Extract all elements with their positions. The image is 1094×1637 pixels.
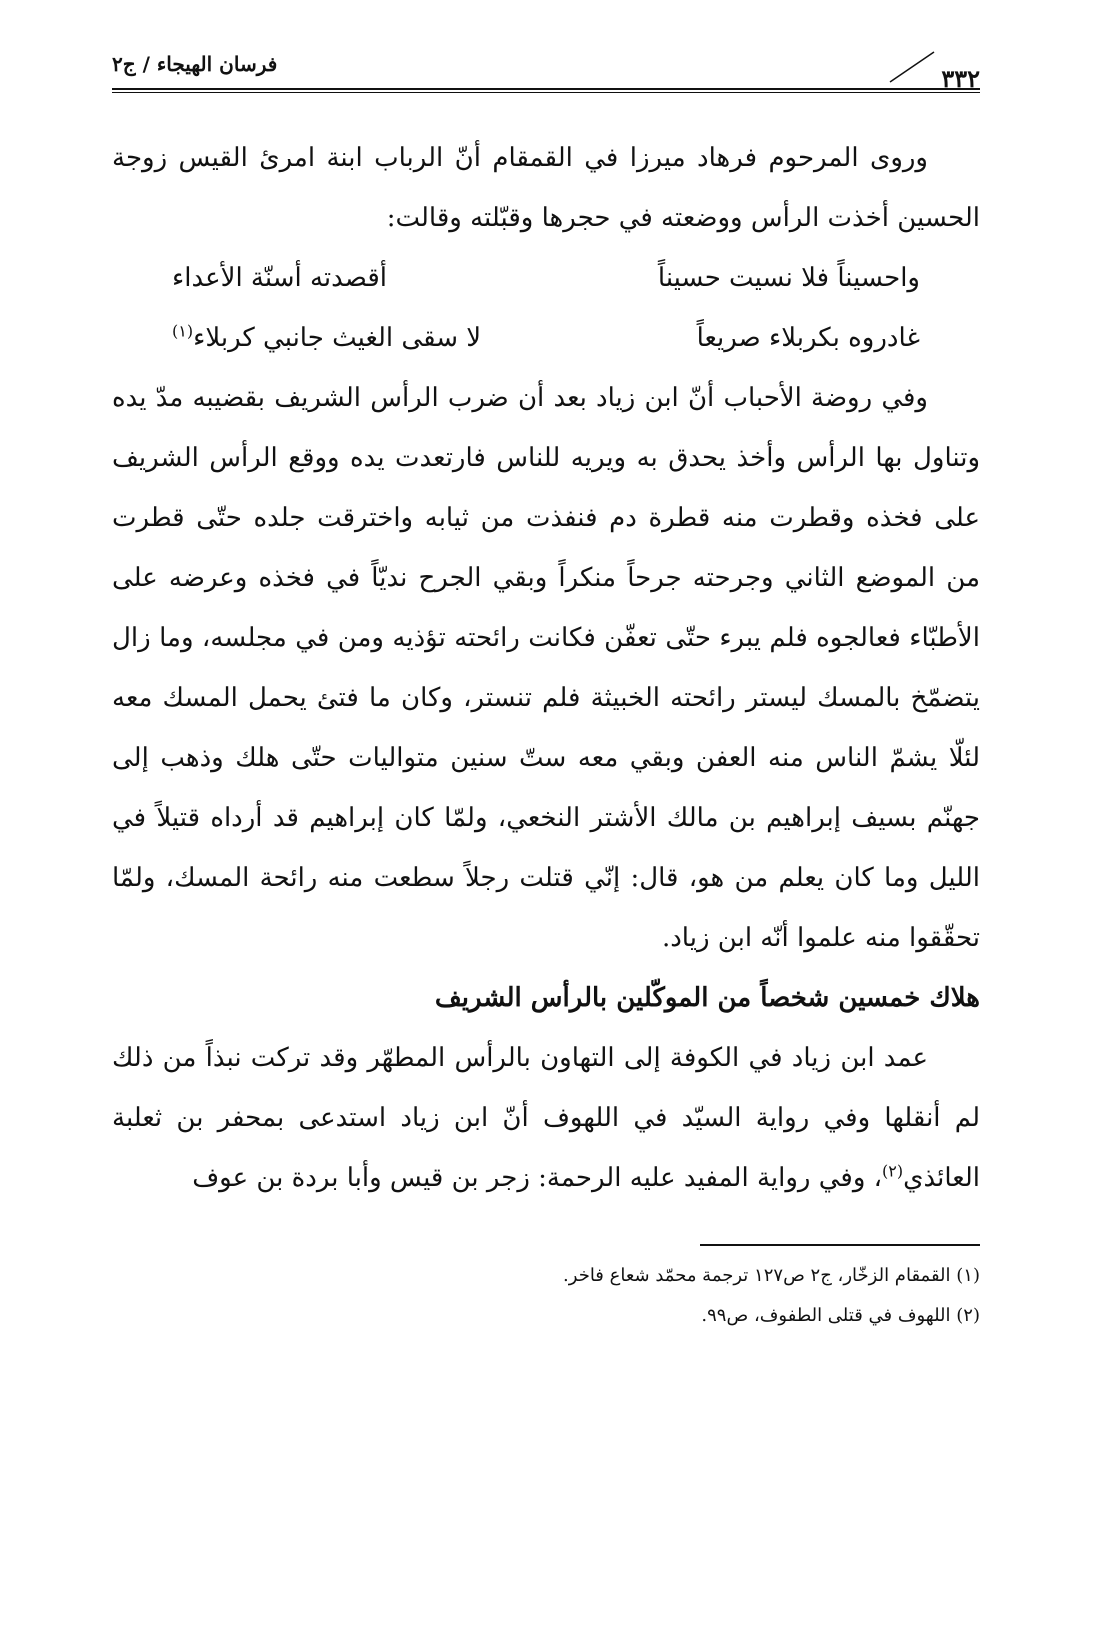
verse-2-second-hemistich-text: لا سقى الغيث جانبي كربلاء bbox=[193, 323, 482, 353]
page-number: ٣٣٢ bbox=[941, 64, 980, 93]
paragraph-3-part-a: عمد ابن زياد في الكوفة إلى التهاون بالرأس المطهّر وقد تركت نبذاً من ذلك لم أنقلها وفي رواية السيّد في اللهوف أنّ ابن زياد استدعى بمحفر بن ثعلبة العائذي bbox=[112, 1043, 980, 1193]
verse-1-first-hemistich: واحسيناً فلا نسيت حسيناً bbox=[657, 263, 920, 293]
verse-line-2 bbox=[112, 308, 980, 368]
paragraph-2: وفي روضة الأحباب أنّ ابن زياد بعد أن ضرب الرأس الشريف بقضيبه مدّ يده وتناول بها الرأس وأخذ يحدق به ويريه للناس فارتعدت يده ووقع الرأس الشريف على فخذه وقطرت منه قطرة دم فنفذت من ثيابه واخترقت جلده حتّى قطرت من الموضع الثاني وجرحته جرحاً منكراً وبقي الجرح نديّاً في فخذه وعرضه على الأطبّاء فعالجوه فلم يبرء حتّى تعفّن فكانت رائحته تؤذيه ومن في مجلسه، وما زال يتضمّخ بالمسك ليستر رائحته الخبيثة فلم تنستر، وكان ما فتئ يحمل المسك معه لئلّا يشمّ الناس منه العفن وبقي معه ستّ سنين متواليات حتّى هلك وذهب إلى جهنّم بسيف إبراهيم بن مالك الأشتر النخعي، ولمّا كان إبراهيم قد أرداه قتيلاً في الليل وما كان يعلم من هو، قال: إنّي قتلت رجلاً سطعت منه رائحة المسك، ولمّا تحقّقوا منه علموا أنّه ابن زياد. bbox=[112, 383, 980, 953]
footnote-separator bbox=[700, 1244, 980, 1246]
verse-2-first-hemistich: غادروه بكربلاء صريعاً bbox=[696, 323, 920, 353]
page-header bbox=[112, 48, 980, 98]
section-heading: هلاك خمسين شخصاً من الموكّلين بالرأس الشريف bbox=[434, 983, 980, 1013]
main-text bbox=[112, 128, 980, 1208]
footnote-2: (٢) اللهوف في قتلى الطفوف، ص٩٩. bbox=[701, 1305, 980, 1326]
footnote-1: (١) القمقام الزخّار، ج٢ ص١٢٧ ترجمة محمّد شعاع فاخر. bbox=[563, 1265, 980, 1286]
paragraph-3 bbox=[112, 1028, 980, 1208]
running-title: فرسان الهيجاء / ج٢ bbox=[112, 52, 278, 76]
footnote-ref-1: (١) bbox=[172, 321, 194, 341]
footnotes bbox=[112, 1256, 980, 1336]
paragraph-3-part-b: ، وفي رواية المفيد عليه الرحمة: زجر بن قيس وأبا بردة بن عوف bbox=[192, 1163, 883, 1193]
paragraph-1: وروى المرحوم فرهاد ميرزا في القمقام أنّ الرباب ابنة امرئ القيس زوجة الحسين أخذت الرأس ووضعته في حجرها وقبّلته وقالت: bbox=[112, 143, 980, 233]
verse-2-second-hemistich bbox=[172, 308, 481, 368]
header-rule bbox=[112, 88, 980, 93]
footnote-ref-2: (٢) bbox=[882, 1161, 904, 1181]
verse-line-1 bbox=[112, 248, 980, 308]
verse-1-second-hemistich: أقصدته أسنّة الأعداء bbox=[172, 263, 388, 293]
header-ornament-icon bbox=[882, 50, 942, 84]
